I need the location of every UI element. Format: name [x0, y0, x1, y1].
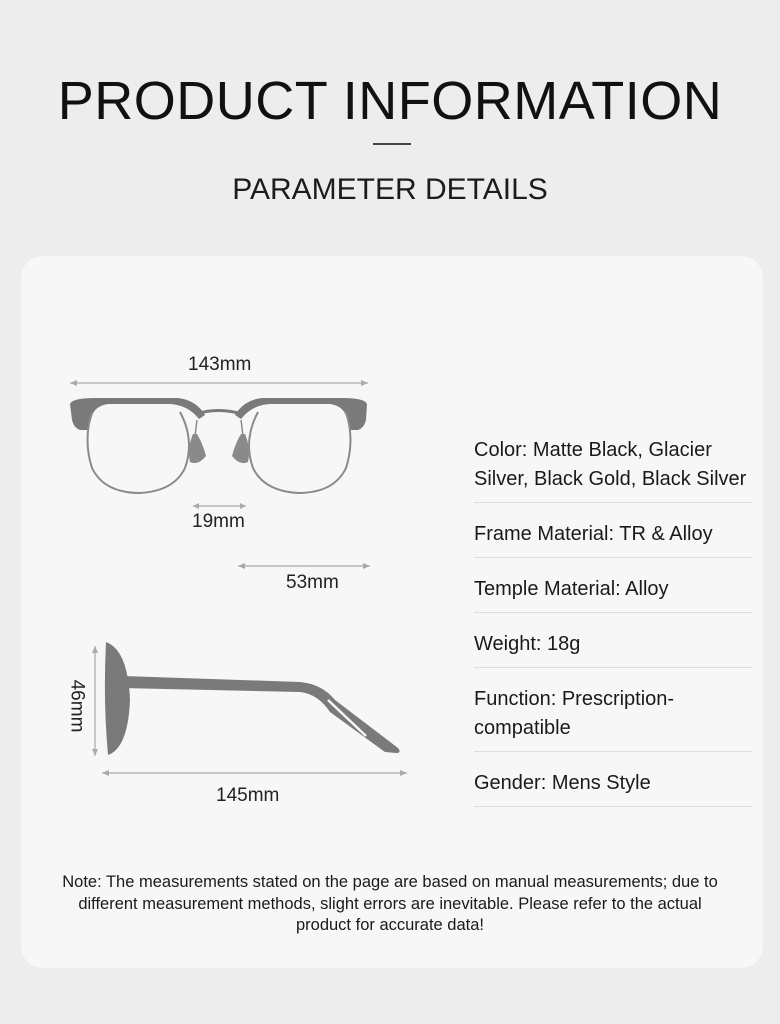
spec-function: Function: Prescription-compatible — [474, 685, 752, 752]
lens-height-label: 46mm — [66, 679, 88, 733]
glasses-front-view — [70, 398, 367, 493]
temple-length-measure-line — [102, 770, 407, 776]
spec-gender: Gender: Mens Style — [474, 769, 752, 807]
frame-width-label: 143mm — [188, 354, 252, 375]
page-title: PRODUCT INFORMATION — [57, 71, 723, 131]
spec-frame-material: Frame Material: TR & Alloy — [474, 520, 752, 558]
measurement-note: Note: The measurements stated on the page are based on manual measurements; due to different measurement methods, slight errors are inevitable. Please refer to the actual product for accurate data! — [62, 873, 718, 934]
temple-length-label: 145mm — [216, 785, 280, 806]
spec-weight: Weight: 18g — [474, 630, 752, 668]
lens-height-measure-line — [92, 646, 98, 756]
frame-width-measure-line — [70, 380, 368, 386]
lens-width-measure-line — [238, 563, 370, 569]
spec-temple-material: Temple Material: Alloy — [474, 575, 752, 613]
lens-width-label: 53mm — [286, 572, 339, 593]
glasses-side-view — [105, 642, 400, 755]
spec-list — [474, 436, 752, 824]
bridge-width-label: 19mm — [192, 511, 245, 532]
spec-color: Color: Matte Black, Glacier Silver, Black Gold, Black Silver — [474, 436, 752, 503]
page-subtitle: PARAMETER DETAILS — [232, 173, 548, 206]
bridge-width-measure-line — [193, 503, 246, 509]
